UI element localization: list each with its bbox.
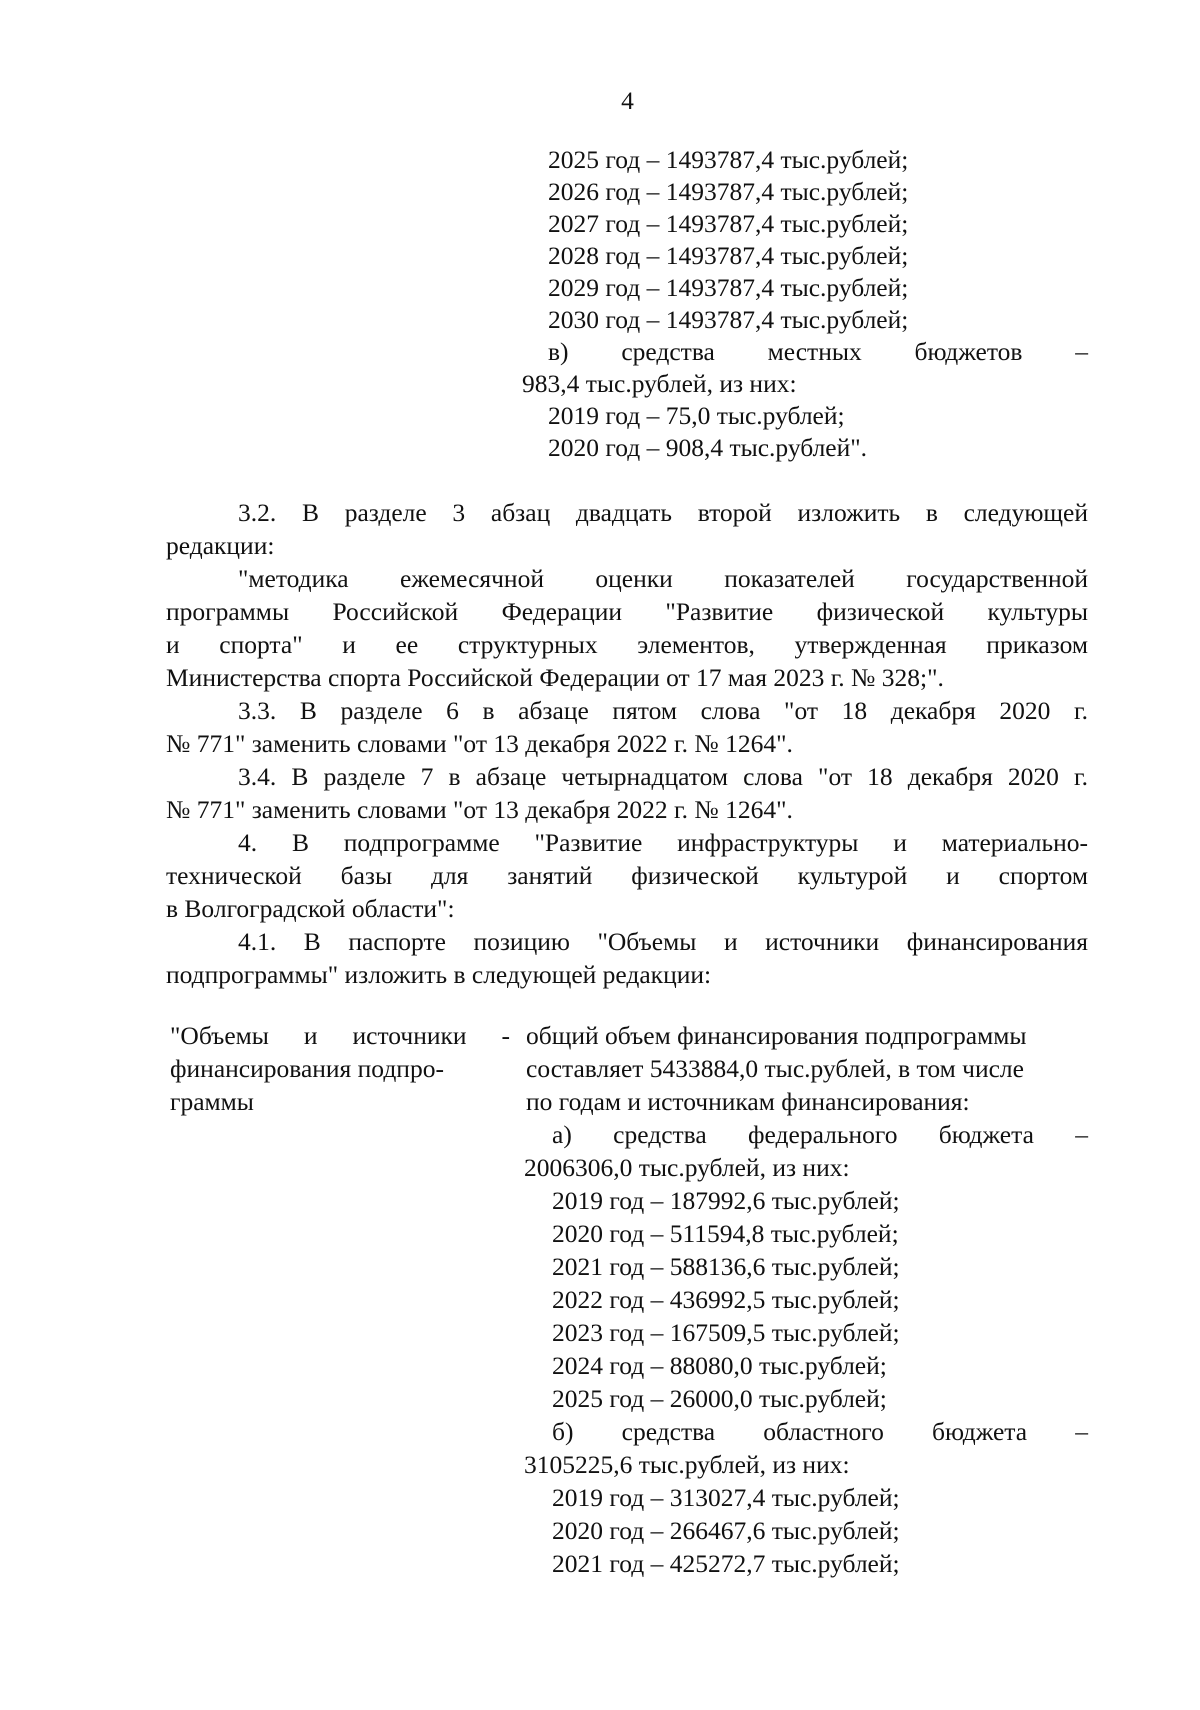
list-item: 2030 год – 1493787,4 тыс.рублей; bbox=[548, 305, 909, 334]
passport-intro-line: составляет 5433884,0 тыс.рублей, в том числе bbox=[526, 1054, 1024, 1083]
page-number: 4 bbox=[621, 86, 634, 115]
list-item: 2021 год – 425272,7 тыс.рублей; bbox=[552, 1549, 900, 1578]
local-budget-total: 983,4 тыс.рублей, из них: bbox=[522, 369, 797, 398]
federal-budget-total: 2006306,0 тыс.рублей, из них: bbox=[524, 1153, 850, 1182]
list-item: 2019 год – 187992,6 тыс.рублей; bbox=[552, 1186, 900, 1215]
list-item: 2025 год – 1493787,4 тыс.рублей; bbox=[548, 145, 909, 174]
paragraph-line: Министерства спорта Российской Федерации от 17 мая 2023 г. № 328;". bbox=[166, 663, 944, 692]
paragraph-line: 4.1. В паспорте позицию "Объемы и источники финансирования bbox=[238, 927, 1088, 956]
paragraph-line: программы Российской Федерации "Развитие физической культуры bbox=[166, 597, 1088, 626]
paragraph-line: 3.2. В разделе 3 абзац двадцать второй изложить в следующей bbox=[238, 498, 1088, 527]
paragraph-line: № 771" заменить словами "от 13 декабря 2022 г. № 1264". bbox=[166, 795, 793, 824]
paragraph-line: редакции: bbox=[166, 531, 275, 560]
paragraph-line: 3.4. В разделе 7 в абзаце четырнадцатом слова "от 18 декабря 2020 г. bbox=[238, 762, 1088, 791]
paragraph-line: подпрограммы" изложить в следующей редакции: bbox=[166, 960, 712, 989]
passport-label-line: финансирования подпро- bbox=[170, 1054, 444, 1083]
passport-intro-line: общий объем финансирования подпрограммы bbox=[526, 1021, 1027, 1050]
paragraph-line: "методика ежемесячной оценки показателей государственной bbox=[238, 564, 1088, 593]
list-item: 2019 год – 313027,4 тыс.рублей; bbox=[552, 1483, 900, 1512]
list-item: 2029 год – 1493787,4 тыс.рублей; bbox=[548, 273, 909, 302]
paragraph-line: № 771" заменить словами "от 13 декабря 2022 г. № 1264". bbox=[166, 729, 793, 758]
federal-budget-line: а) средства федерального бюджета – bbox=[552, 1120, 1088, 1149]
list-item: 2026 год – 1493787,4 тыс.рублей; bbox=[548, 177, 909, 206]
paragraph-line: в Волгоградской области": bbox=[166, 894, 455, 923]
list-item: 2021 год – 588136,6 тыс.рублей; bbox=[552, 1252, 900, 1281]
paragraph-line: 3.3. В разделе 6 в абзаце пятом слова "от 18 декабря 2020 г. bbox=[238, 696, 1088, 725]
passport-label-line: граммы bbox=[170, 1087, 254, 1116]
passport-intro-line: по годам и источникам финансирования: bbox=[526, 1087, 970, 1116]
regional-budget-line: б) средства областного бюджета – bbox=[552, 1417, 1088, 1446]
regional-budget-total: 3105225,6 тыс.рублей, из них: bbox=[524, 1450, 850, 1479]
list-item: 2023 год – 167509,5 тыс.рублей; bbox=[552, 1318, 900, 1347]
passport-label-line: "Объемы и источники - bbox=[170, 1021, 510, 1050]
list-item: 2020 год – 511594,8 тыс.рублей; bbox=[552, 1219, 899, 1248]
paragraph-line: 4. В подпрограмме "Развитие инфраструктуры и материально- bbox=[238, 828, 1088, 857]
list-item: 2022 год – 436992,5 тыс.рублей; bbox=[552, 1285, 900, 1314]
list-item: 2024 год – 88080,0 тыс.рублей; bbox=[552, 1351, 887, 1380]
list-item: 2019 год – 75,0 тыс.рублей; bbox=[548, 401, 845, 430]
paragraph-line: и спорта" и ее структурных элементов, утвержденная приказом bbox=[166, 630, 1088, 659]
local-budget-line: в) средства местных бюджетов – bbox=[548, 337, 1088, 366]
list-item: 2025 год – 26000,0 тыс.рублей; bbox=[552, 1384, 887, 1413]
list-item: 2028 год – 1493787,4 тыс.рублей; bbox=[548, 241, 909, 270]
list-item: 2020 год – 908,4 тыс.рублей". bbox=[548, 433, 868, 462]
list-item: 2020 год – 266467,6 тыс.рублей; bbox=[552, 1516, 900, 1545]
paragraph-line: технической базы для занятий физической культурой и спортом bbox=[166, 861, 1088, 890]
list-item: 2027 год – 1493787,4 тыс.рублей; bbox=[548, 209, 909, 238]
